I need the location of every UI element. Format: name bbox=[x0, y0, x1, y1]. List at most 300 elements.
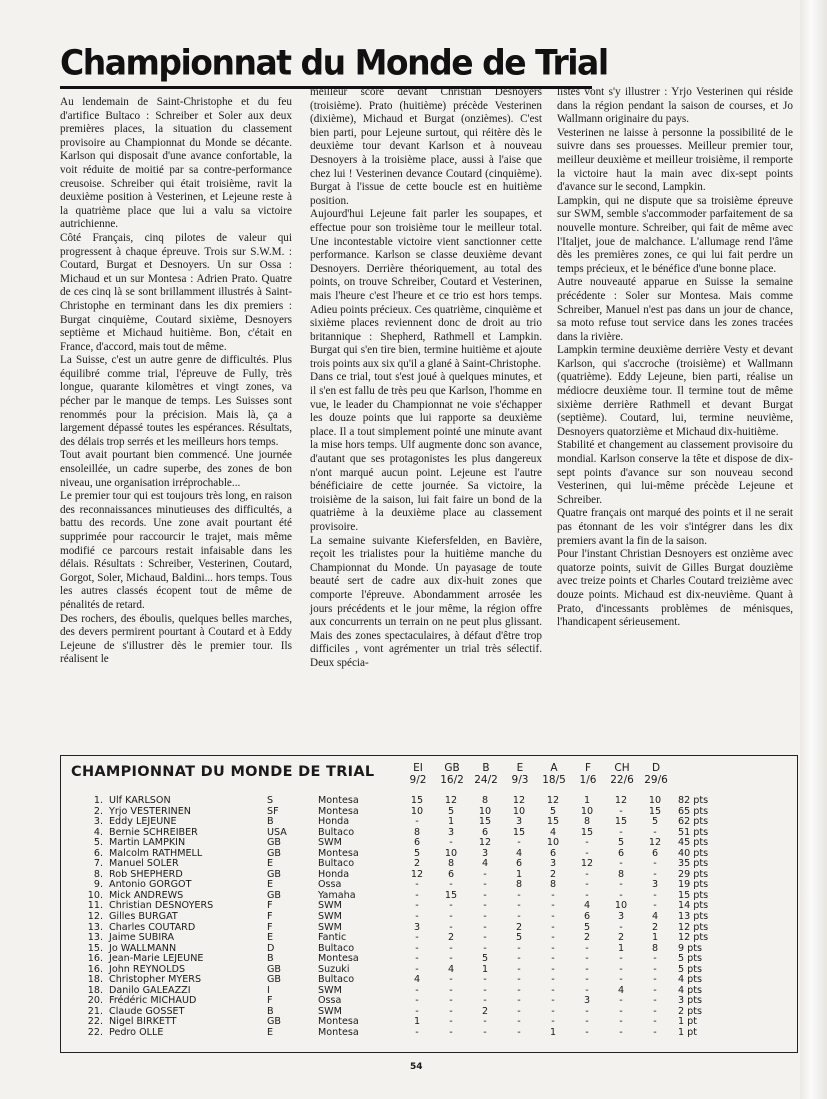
cell-rank: 18. bbox=[87, 974, 103, 986]
cell-score: - bbox=[551, 995, 555, 1007]
cell-score: 12 bbox=[444, 795, 458, 806]
cell-name: Martin LAMPKIN bbox=[109, 837, 186, 849]
cell-score: 5 bbox=[447, 805, 455, 817]
cell-score: - bbox=[551, 911, 555, 923]
cell-score: - bbox=[551, 1016, 555, 1028]
cell-rank: 11. bbox=[87, 900, 103, 912]
cell-nat: E bbox=[267, 858, 274, 870]
cell-score: 15 bbox=[580, 826, 594, 838]
cell-score: - bbox=[653, 974, 657, 986]
cell-score: - bbox=[483, 1027, 487, 1039]
cell-score: 6 bbox=[583, 911, 591, 923]
cell-score: - bbox=[449, 984, 453, 996]
cell-score: 6 bbox=[515, 858, 523, 870]
cell-score: 15 bbox=[444, 889, 458, 901]
cell-score: 1 bbox=[617, 942, 625, 954]
cell-nat: F bbox=[267, 921, 273, 933]
cell-score: - bbox=[483, 984, 487, 996]
cell-nat: E bbox=[267, 879, 274, 891]
cell-rank: 6. bbox=[93, 847, 103, 859]
cell-score: 6 bbox=[617, 847, 625, 859]
cell-score: - bbox=[517, 1016, 521, 1028]
cell-score: 5 bbox=[481, 953, 489, 965]
cell-total: 82 pts bbox=[678, 795, 709, 806]
cell-bike: Montesa bbox=[318, 1027, 359, 1039]
cell-score: - bbox=[449, 1005, 453, 1017]
cell-score: - bbox=[551, 953, 555, 965]
cell-name: Mick ANDREWS bbox=[109, 889, 184, 901]
cell-bike: Montesa bbox=[318, 805, 359, 817]
cell-score: - bbox=[415, 963, 419, 975]
cell-score: - bbox=[585, 953, 589, 965]
cell-name: Charles COUTARD bbox=[109, 921, 196, 933]
round-country: GB bbox=[444, 762, 460, 774]
cell-score: - bbox=[619, 805, 623, 817]
cell-score: - bbox=[415, 953, 419, 965]
cell-score: - bbox=[585, 868, 589, 880]
cell-score: 4 bbox=[583, 900, 591, 912]
paragraph: Tout avait pourtant bien commencé. Une journée ensoleillée, un cadre superbe, des zones de bon niveau, une organisation irréprochable... bbox=[60, 449, 292, 489]
cell-score: 6 bbox=[549, 847, 557, 859]
round-country: D bbox=[651, 762, 661, 774]
cell-score: - bbox=[415, 889, 419, 901]
cell-name: Christopher MYERS bbox=[109, 974, 202, 986]
round-header bbox=[605, 763, 639, 786]
paragraph: Le premier tour qui est toujours très long, en raison des reconnaissances minutieuses des difficultés, a battu des records. Une zone avait pourtant été supprimée pour raccourcir le trajet, mais même modifié ce parcours restait infaisable dans les délais. Résultats : Schreiber, Vesterinen, Coutard, Gorgot, Soler, Michaud, Baldini... hors temps. Tous les autres classés écopent tout de même de pénalités de retard. bbox=[60, 490, 292, 611]
cell-rank: 8. bbox=[93, 868, 103, 880]
cell-score: 1 bbox=[549, 1027, 557, 1039]
cell-score: - bbox=[653, 826, 657, 838]
cell-score: 10 bbox=[546, 837, 560, 849]
round-date: 18/5 bbox=[542, 773, 566, 786]
cell-rank: 13. bbox=[87, 932, 103, 944]
cell-score: - bbox=[551, 984, 555, 996]
cell-score: 1 bbox=[447, 816, 455, 828]
cell-score: 12 bbox=[478, 837, 492, 849]
cell-rank: 22. bbox=[87, 1027, 103, 1039]
cell-nat: GB bbox=[267, 963, 282, 975]
cell-score: 4 bbox=[447, 963, 455, 975]
table-row bbox=[61, 796, 738, 807]
cell-score: - bbox=[483, 974, 487, 986]
cell-score: - bbox=[483, 921, 487, 933]
cell-nat: E bbox=[267, 932, 274, 944]
cell-nat: B bbox=[267, 816, 274, 828]
cell-name: Antonio GORGOT bbox=[109, 879, 192, 891]
cell-score: - bbox=[483, 900, 487, 912]
cell-score: - bbox=[585, 879, 589, 891]
cell-total: 1 pt bbox=[678, 1027, 698, 1039]
cell-score: - bbox=[619, 889, 623, 901]
cell-score: - bbox=[483, 868, 487, 880]
cell-total: 12 pts bbox=[678, 932, 709, 944]
round-date: 9/3 bbox=[511, 773, 529, 786]
cell-score: 10 bbox=[478, 805, 492, 817]
cell-name: Claude GOSSET bbox=[109, 1005, 185, 1017]
cell-score: 8 bbox=[413, 826, 421, 838]
cell-total: 62 pts bbox=[678, 816, 709, 828]
cell-total: 51 pts bbox=[678, 826, 709, 838]
cell-score: - bbox=[551, 932, 555, 944]
round-country: A bbox=[550, 762, 558, 774]
cell-score: - bbox=[585, 837, 589, 849]
cell-score: - bbox=[483, 889, 487, 901]
round-country: F bbox=[584, 762, 592, 774]
cell-score: 15 bbox=[614, 816, 628, 828]
cell-score: 1 bbox=[481, 963, 489, 975]
cell-score: - bbox=[619, 953, 623, 965]
cell-score: - bbox=[619, 826, 623, 838]
cell-nat: I bbox=[267, 984, 270, 996]
cell-score: - bbox=[551, 942, 555, 954]
cell-score: 4 bbox=[651, 911, 659, 923]
round-header bbox=[503, 763, 537, 786]
cell-score: - bbox=[551, 963, 555, 975]
cell-total: 4 pts bbox=[678, 984, 703, 996]
cell-score: - bbox=[517, 911, 521, 923]
cell-total: 45 pts bbox=[678, 837, 709, 849]
cell-score: - bbox=[585, 974, 589, 986]
cell-bike: SWM bbox=[318, 984, 342, 996]
cell-score: 2 bbox=[515, 921, 523, 933]
cell-bike: SWM bbox=[318, 1005, 342, 1017]
cell-name: Jean-Marie LEJEUNE bbox=[109, 953, 204, 965]
cell-total: 4 pts bbox=[678, 974, 703, 986]
cell-nat: D bbox=[267, 942, 275, 954]
cell-score: - bbox=[517, 900, 521, 912]
cell-score: - bbox=[483, 911, 487, 923]
standings-table bbox=[60, 755, 798, 1053]
cell-score: 8 bbox=[617, 868, 625, 880]
cell-rank: 2. bbox=[93, 805, 103, 817]
cell-score: 6 bbox=[447, 868, 455, 880]
cell-score: - bbox=[415, 942, 419, 954]
cell-score: - bbox=[653, 984, 657, 996]
cell-name: Danilo GALEAZZI bbox=[109, 984, 191, 996]
round-header bbox=[639, 763, 673, 786]
cell-rank: 3. bbox=[93, 816, 103, 828]
round-header bbox=[571, 763, 605, 786]
cell-score: - bbox=[585, 1016, 589, 1028]
cell-score: - bbox=[517, 837, 521, 849]
cell-score: 6 bbox=[481, 826, 489, 838]
cell-nat: GB bbox=[267, 847, 282, 859]
cell-score: 8 bbox=[549, 879, 557, 891]
cell-total: 15 pts bbox=[678, 889, 709, 901]
cell-score: 4 bbox=[515, 847, 523, 859]
round-header bbox=[469, 763, 503, 786]
cell-score: - bbox=[653, 1005, 657, 1017]
cell-rank: 10. bbox=[87, 889, 103, 901]
cell-name: John REYNOLDS bbox=[109, 963, 186, 975]
paragraph: La Suisse, c'est un autre genre de difficultés. Plus équilibré comme trial, l'épreuve de Fully, très longue, quarante kilomètres et vingt zones, va pécher par le manque de temps. Les Suisses sont renommés pour la précision. Mais là, ça a largement dépassé toutes les espérances. Résultats, des délais trop serrés et les meilleurs hors temps. bbox=[60, 354, 292, 448]
cell-score: 2 bbox=[549, 868, 557, 880]
cell-bike: SWM bbox=[318, 837, 342, 849]
cell-score: 8 bbox=[481, 795, 489, 806]
cell-score: - bbox=[483, 995, 487, 1007]
cell-name: Malcolm RATHMELL bbox=[109, 847, 203, 859]
round-date: 24/2 bbox=[474, 773, 498, 786]
cell-score: 1 bbox=[651, 932, 659, 944]
cell-score: - bbox=[551, 1005, 555, 1017]
cell-bike: Bultaco bbox=[318, 826, 355, 838]
cell-name: Jaime SUBIRA bbox=[109, 932, 175, 944]
round-date: 29/6 bbox=[644, 773, 668, 786]
cell-score: - bbox=[483, 1016, 487, 1028]
paragraph: La semaine suivante Kiefersfelden, en Bavière, reçoit les trialistes pour la huitième manche du Championnat du Monde. Un payasage de toute beauté sert de cadre aux dix-huit zones que comporte l'épreuve. Abondamment arrosée les jours précédents et le jour même, la région offre aux concurrents un terrain on ne peut plus glissant. Mais des zones spectaculaires, à défaut d'être trop difficiles , vont agrémenter un trial très sélectif. Deux spécia- bbox=[310, 534, 542, 669]
round-country: B bbox=[482, 762, 490, 774]
cell-bike: Montesa bbox=[318, 847, 359, 859]
cell-score: - bbox=[653, 1027, 657, 1039]
cell-score: 4 bbox=[549, 826, 557, 838]
cell-nat: E bbox=[267, 1027, 274, 1039]
cell-rank: 7. bbox=[93, 858, 103, 870]
cell-score: - bbox=[619, 1027, 623, 1039]
cell-total: 65 pts bbox=[678, 805, 709, 817]
cell-score: - bbox=[653, 963, 657, 975]
cell-nat: F bbox=[267, 995, 273, 1007]
cell-score: 4 bbox=[413, 974, 421, 986]
cell-name: Frédéric MICHAUD bbox=[109, 995, 197, 1007]
cell-score: - bbox=[449, 1027, 453, 1039]
cell-score: 2 bbox=[413, 858, 421, 870]
cell-score: - bbox=[415, 900, 419, 912]
paragraph: Stabilité et changement au classement provisoire du mondial. Karlson conserve la tête et dispose de dix-sept points d'avance sur son nouveau second Vesterinen, qui lui-même précède Lejeune et Schreiber. bbox=[557, 439, 793, 506]
cell-score: 5 bbox=[617, 837, 625, 849]
cell-score: 15 bbox=[546, 816, 560, 828]
cell-rank: 1. bbox=[93, 795, 103, 806]
text-column-1 bbox=[60, 96, 292, 667]
cell-nat: B bbox=[267, 953, 274, 965]
cell-score: - bbox=[517, 963, 521, 975]
cell-score: - bbox=[619, 858, 623, 870]
round-header bbox=[537, 763, 571, 786]
cell-score: - bbox=[551, 974, 555, 986]
cell-rank: 12. bbox=[87, 911, 103, 923]
cell-bike: Bultaco bbox=[318, 974, 355, 986]
cell-total: 29 pts bbox=[678, 868, 709, 880]
cell-score: 3 bbox=[617, 911, 625, 923]
cell-score: - bbox=[585, 942, 589, 954]
cell-nat: GB bbox=[267, 837, 282, 849]
cell-score: - bbox=[619, 963, 623, 975]
cell-nat: SF bbox=[267, 805, 279, 817]
cell-score: 5 bbox=[651, 816, 659, 828]
cell-score: - bbox=[517, 974, 521, 986]
cell-name: Yrjo VESTERINEN bbox=[109, 805, 191, 817]
cell-score: 12 bbox=[410, 868, 424, 880]
cell-score: - bbox=[653, 995, 657, 1007]
round-header bbox=[401, 763, 435, 786]
cell-score: - bbox=[517, 1027, 521, 1039]
cell-score: - bbox=[619, 1005, 623, 1017]
cell-score: 2 bbox=[583, 932, 591, 944]
paragraph: Lampkin termine deuxième derrière Vesty et devant Karlson, qui s'accroche (troisième) et Wallmann (quatrième). Eddy Lejeune, bien parti, réalise un médiocre deuxième tour. Il termine tout de même sixième derrière Rathmell et devant Burgat (septième). Coutard, lui, termine neuvième, Desnoyers quatorzième et Michaud dix-huitième. bbox=[557, 344, 793, 438]
cell-score: - bbox=[415, 984, 419, 996]
cell-score: 15 bbox=[410, 795, 424, 806]
cell-rank: 13. bbox=[87, 921, 103, 933]
cell-bike: Bultaco bbox=[318, 942, 355, 954]
cell-score: 8 bbox=[515, 879, 523, 891]
page-edge bbox=[800, 0, 827, 1099]
cell-score: 10 bbox=[410, 805, 424, 817]
standings-rows bbox=[61, 796, 738, 1039]
cell-score: 15 bbox=[478, 816, 492, 828]
cell-score: 10 bbox=[648, 795, 662, 806]
cell-score: - bbox=[449, 974, 453, 986]
text-column-2 bbox=[310, 86, 542, 671]
cell-score: 1 bbox=[413, 1016, 421, 1028]
cell-score: 12 bbox=[546, 795, 560, 806]
cell-score: - bbox=[449, 1016, 453, 1028]
cell-score: - bbox=[585, 889, 589, 901]
cell-total: 5 pts bbox=[678, 963, 703, 975]
cell-score: - bbox=[483, 932, 487, 944]
cell-bike: Ossa bbox=[318, 995, 342, 1007]
cell-score: - bbox=[415, 1027, 419, 1039]
cell-score: 3 bbox=[651, 879, 659, 891]
cell-score: - bbox=[517, 1005, 521, 1017]
cell-total: 9 pts bbox=[678, 942, 703, 954]
paragraph: Aujourd'hui Lejeune fait parler les soupapes, et effectue pour son troisième tour le meilleur total. Une incontestable victoire vient sanctionner cette performance. Karlson se classe deuxième devant Desnoyers. Derrière théoriquement, au total des points, on trouve Schreiber, Coutard et Vesterinen, mais l'heure c'est l'heure et ce trio est hors temps. Adieu points précieux. Ces quatrième, cinquième et sixième places reviennent donc de droit au trio britannique : Shepherd, Rathmell et Lampkin. Burgat qui s'en tire bien, termine huitième et ajoute trois points aux six qu'il a glané à Saint-Christophe. bbox=[310, 208, 542, 370]
round-country: CH bbox=[614, 762, 630, 774]
cell-score: 15 bbox=[648, 805, 662, 817]
cell-score: - bbox=[585, 1027, 589, 1039]
cell-score: - bbox=[449, 837, 453, 849]
cell-score: - bbox=[653, 900, 657, 912]
cell-score: 6 bbox=[413, 837, 421, 849]
cell-nat: F bbox=[267, 900, 273, 912]
cell-nat: F bbox=[267, 911, 273, 923]
round-date: 16/2 bbox=[440, 773, 464, 786]
cell-score: - bbox=[619, 921, 623, 933]
cell-score: 2 bbox=[617, 932, 625, 944]
paragraph: Lampkin, qui ne dispute que sa troisième épreuve sur SWM, semble s'accommoder parfaitement de sa nouvelle monture. Schreiber, qui fait de même avec l'Italjet, joue de malchance. L'allumage rend l'âme dès les premières zones, ce qui lui fait perdre un temps précieux, et le bénéfice d'une bonne place. bbox=[557, 194, 793, 275]
paragraph: Des rochers, des éboulis, quelques belles marches, des devers permirent pourtant à Coutard et à Eddy Lejeune de s'illustrer dès le premier tour. Ils réalisent le bbox=[60, 612, 292, 666]
cell-score: - bbox=[585, 963, 589, 975]
cell-total: 40 pts bbox=[678, 847, 709, 859]
cell-score: 10 bbox=[512, 805, 526, 817]
cell-score: 15 bbox=[512, 826, 526, 838]
cell-name: Nigel BIRKETT bbox=[109, 1016, 177, 1028]
cell-score: 10 bbox=[580, 805, 594, 817]
cell-score: 6 bbox=[651, 847, 659, 859]
cell-total: 14 pts bbox=[678, 900, 709, 912]
cell-score: 12 bbox=[648, 837, 662, 849]
cell-score: - bbox=[653, 868, 657, 880]
cell-score: 10 bbox=[614, 900, 628, 912]
cell-bike: Honda bbox=[318, 816, 350, 828]
cell-rank: 22. bbox=[87, 1016, 103, 1028]
cell-bike: SWM bbox=[318, 911, 342, 923]
cell-bike: Fantic bbox=[318, 932, 347, 944]
cell-score: 8 bbox=[447, 858, 455, 870]
cell-nat: USA bbox=[267, 826, 287, 838]
cell-score: - bbox=[653, 858, 657, 870]
cell-score: - bbox=[551, 900, 555, 912]
cell-score: - bbox=[415, 1005, 419, 1017]
cell-score: 4 bbox=[481, 858, 489, 870]
cell-score: - bbox=[585, 984, 589, 996]
cell-score: 3 bbox=[447, 826, 455, 838]
cell-score: - bbox=[619, 879, 623, 891]
cell-score: - bbox=[517, 953, 521, 965]
cell-name: Pedro OLLE bbox=[109, 1027, 164, 1039]
cell-score: - bbox=[449, 995, 453, 1007]
cell-score: - bbox=[619, 974, 623, 986]
cell-name: Jo WALLMANN bbox=[109, 942, 177, 954]
round-date: 22/6 bbox=[610, 773, 634, 786]
cell-bike: Ossa bbox=[318, 879, 342, 891]
round-date: 9/2 bbox=[409, 773, 427, 786]
cell-score: 3 bbox=[583, 995, 591, 1007]
cell-score: 12 bbox=[512, 795, 526, 806]
paragraph: Vesterinen ne laisse à personne la possibilité de le suivre dans ses prouesses. Meilleur premier tour, meilleur deuxième et meilleur troisième, il remporte la victoire haut la main avec dix-sept points d'avance sur le second, Lampkin. bbox=[557, 126, 793, 194]
cell-score: - bbox=[653, 1016, 657, 1028]
cell-rank: 4. bbox=[93, 826, 103, 838]
cell-rank: 5. bbox=[93, 837, 103, 849]
cell-total: 19 pts bbox=[678, 879, 709, 891]
cell-rank: 16. bbox=[87, 953, 103, 965]
cell-bike: Montesa bbox=[318, 795, 359, 806]
cell-name: Rob SHEPHERD bbox=[109, 868, 183, 880]
cell-total: 12 pts bbox=[678, 921, 709, 933]
cell-rank: 15. bbox=[87, 942, 103, 954]
round-country: E bbox=[516, 762, 524, 774]
cell-score: - bbox=[449, 879, 453, 891]
cell-nat: GB bbox=[267, 974, 282, 986]
cell-score: - bbox=[449, 911, 453, 923]
cell-score: - bbox=[449, 921, 453, 933]
cell-bike: Yamaha bbox=[318, 889, 356, 901]
cell-name: Christian DESNOYERS bbox=[109, 900, 214, 912]
cell-score: - bbox=[619, 1016, 623, 1028]
cell-score: - bbox=[449, 900, 453, 912]
cell-nat: B bbox=[267, 1005, 274, 1017]
cell-score: 5 bbox=[549, 805, 557, 817]
cell-score: - bbox=[517, 942, 521, 954]
cell-score: - bbox=[483, 879, 487, 891]
cell-bike: Montesa bbox=[318, 1016, 359, 1028]
cell-score: - bbox=[585, 847, 589, 859]
cell-bike: SWM bbox=[318, 921, 342, 933]
cell-nat: GB bbox=[267, 889, 282, 901]
cell-total: 35 pts bbox=[678, 858, 709, 870]
cell-rank: 18. bbox=[87, 984, 103, 996]
cell-nat: S bbox=[267, 795, 274, 806]
cell-score: - bbox=[415, 911, 419, 923]
cell-score: 12 bbox=[580, 858, 594, 870]
cell-score: 3 bbox=[515, 816, 523, 828]
page-number: 54 bbox=[410, 1062, 423, 1072]
cell-score: - bbox=[517, 889, 521, 901]
cell-score: 5 bbox=[583, 921, 591, 933]
cell-score: - bbox=[517, 995, 521, 1007]
cell-rank: 21. bbox=[87, 1005, 103, 1017]
cell-score: 8 bbox=[651, 942, 659, 954]
cell-name: Bernie SCHREIBER bbox=[109, 826, 198, 838]
round-header bbox=[435, 763, 469, 786]
cell-score: 4 bbox=[617, 984, 625, 996]
cell-rank: 16. bbox=[87, 963, 103, 975]
paragraph: Pour l'instant Christian Desnoyers est onzième avec quatorze points, suivit de Gilles Burgat douzième avec treize points et Charles Coutard treizième avec douze points. Michaud est dix-neuvième. Quant à Prato, d'incessants problèmes de ménisques, l'handicapent sérieusement. bbox=[557, 548, 793, 629]
cell-total: 3 pts bbox=[678, 995, 703, 1007]
cell-bike: Bultaco bbox=[318, 858, 355, 870]
cell-score: 1 bbox=[515, 868, 523, 880]
text-column-3 bbox=[557, 86, 793, 630]
cell-score: - bbox=[449, 953, 453, 965]
cell-score: - bbox=[551, 921, 555, 933]
